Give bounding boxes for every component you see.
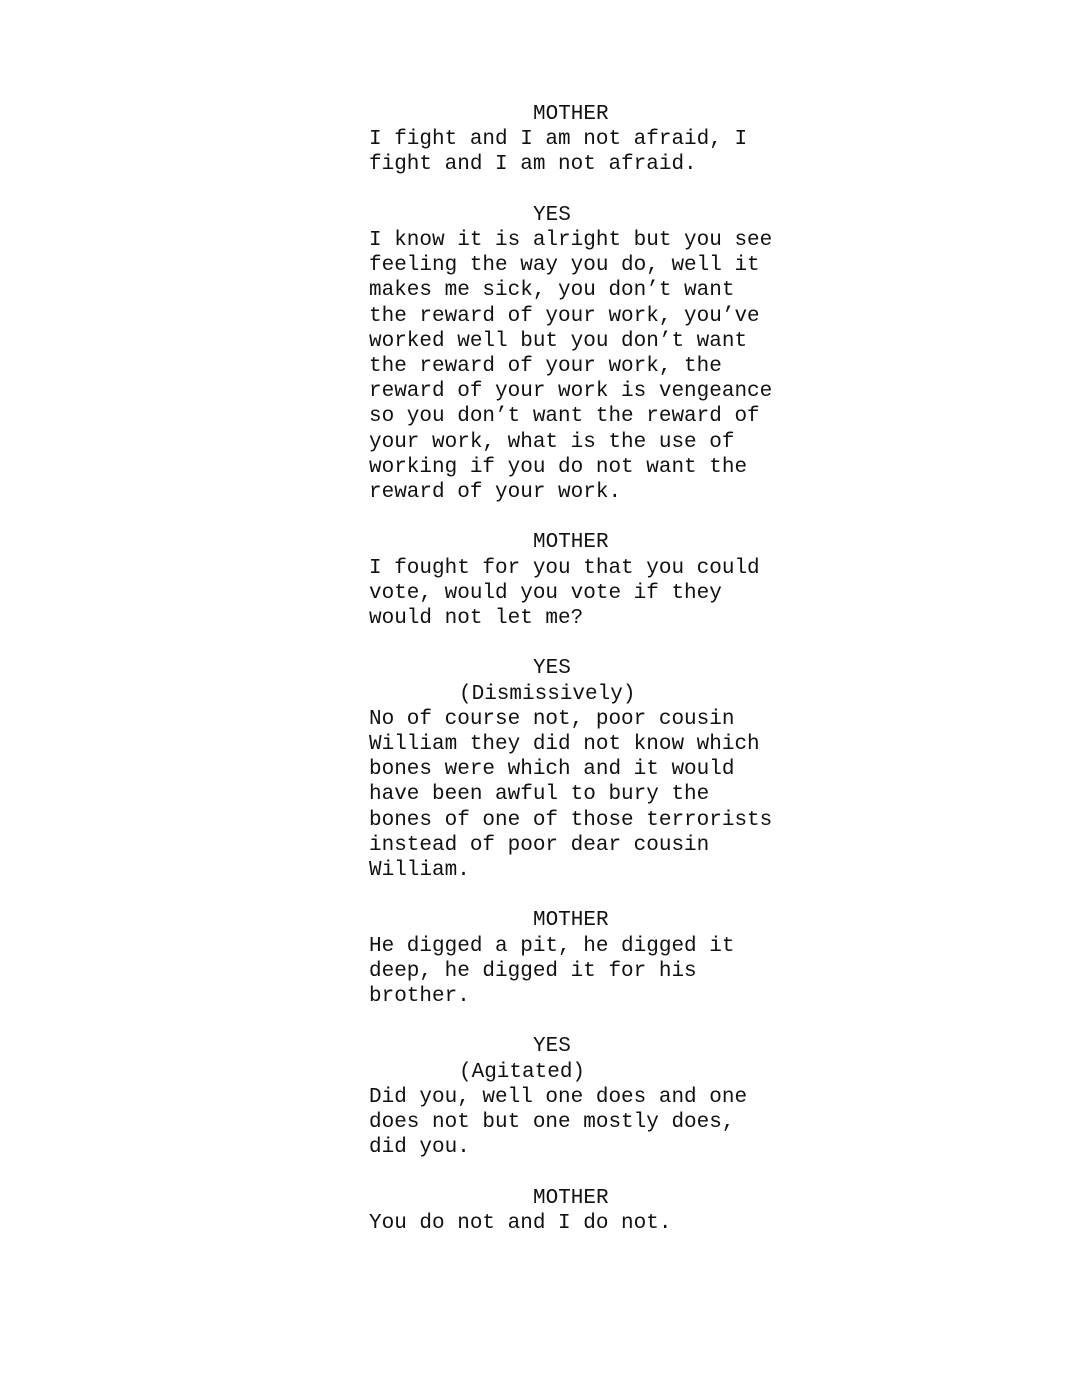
dialogue-line: You do not and I do not. <box>369 1211 672 1235</box>
dialogue-line: does not but one mostly does, <box>369 1111 735 1135</box>
character-name: MOTHER <box>533 103 609 126</box>
dialogue-line: makes me sick, you don’t want <box>369 279 735 303</box>
dialogue-line: worked well but you don’t want <box>369 329 748 353</box>
block-spacer <box>369 1009 789 1034</box>
dialogue-line: your work, what is the use of <box>369 430 735 454</box>
dialogue-block <box>369 530 789 631</box>
dialogue-line: He digged a pit, he digged it <box>369 934 735 958</box>
dialogue-block <box>369 203 789 505</box>
character-name: YES <box>533 657 571 681</box>
dialogue-line: the reward of your work, you’ve <box>369 304 760 328</box>
dialogue-line: I fight and I am not afraid, I <box>369 128 748 152</box>
dialogue-line: reward of your work is vengeance <box>369 380 773 404</box>
dialogue-line: working if you do not want the <box>369 455 748 479</box>
character-name: YES <box>533 203 571 227</box>
character-name: YES <box>533 1035 571 1059</box>
dialogue-line: No of course not, poor cousin <box>369 707 735 731</box>
dialogue-line: deep, he digged it for his <box>369 959 697 983</box>
dialogue-line: reward of your work. <box>369 480 622 504</box>
dialogue-line: have been awful to bury the <box>369 783 710 807</box>
character-name: MOTHER <box>533 531 609 555</box>
dialogue-block <box>369 1034 789 1160</box>
dialogue-line: Did you, well one does and one <box>369 1085 748 1109</box>
block-spacer <box>369 631 789 656</box>
block-spacer <box>369 505 789 530</box>
dialogue-block <box>369 656 789 883</box>
dialogue-block <box>369 908 789 1009</box>
dialogue-line: I fought for you that you could <box>369 556 760 580</box>
dialogue-line: so you don’t want the reward of <box>369 405 760 429</box>
dialogue-line: William. <box>369 858 470 882</box>
character-name: MOTHER <box>533 1186 609 1210</box>
block-spacer <box>369 178 789 203</box>
dialogue-block <box>369 1186 789 1236</box>
script-body <box>369 102 789 1236</box>
dialogue-line: would not let me? <box>369 606 584 630</box>
dialogue-line: feeling the way you do, well it <box>369 254 760 278</box>
dialogue-line: fight and I am not afraid. <box>369 153 697 177</box>
dialogue-line: I know it is alright but you see <box>369 229 773 253</box>
parenthetical: (Dismissively) <box>459 682 636 706</box>
character-name: MOTHER <box>533 909 609 933</box>
dialogue-line: William they did not know which <box>369 733 760 757</box>
dialogue-line: bones of one of those terrorists <box>369 808 773 832</box>
block-spacer <box>369 1160 789 1185</box>
dialogue-line: did you. <box>369 1136 470 1160</box>
dialogue-line: vote, would you vote if they <box>369 581 722 605</box>
dialogue-line: instead of poor dear cousin <box>369 833 710 857</box>
dialogue-line: the reward of your work, the <box>369 354 722 378</box>
dialogue-line: bones were which and it would <box>369 758 735 782</box>
dialogue-block <box>369 102 789 178</box>
block-spacer <box>369 883 789 908</box>
parenthetical: (Agitated) <box>459 1060 586 1084</box>
dialogue-line: brother. <box>369 985 470 1008</box>
